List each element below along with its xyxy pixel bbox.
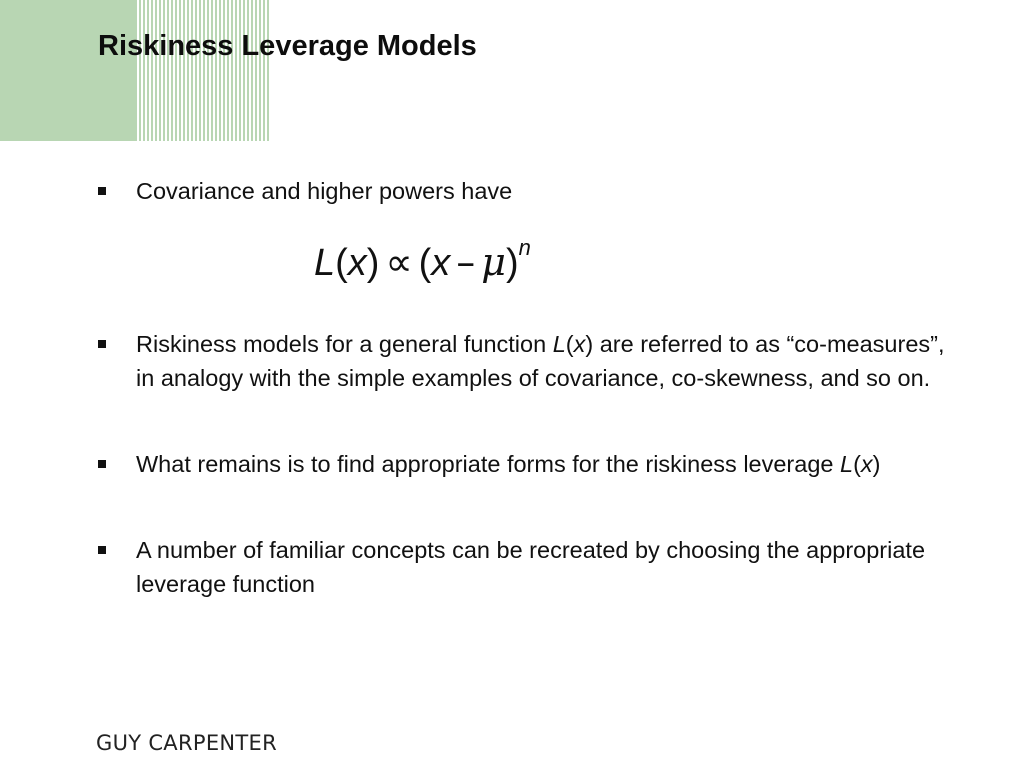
bullet-item: [98, 174, 948, 208]
bullet-item: [98, 327, 948, 395]
proportional-to-symbol: ∝: [385, 240, 413, 284]
header-decoration-stripes: [135, 0, 271, 141]
bullet-square-icon: [98, 546, 106, 554]
bullet-text: A number of familiar concepts can be recreated by choosing the appropriate leverage function: [136, 537, 926, 597]
leverage-formula: L(x) ∝ (x – μ)$^n$: [314, 235, 531, 284]
bullet-item: [98, 447, 948, 481]
bullet-text: Covariance and higher powers have: [136, 178, 513, 204]
bullet-text: Riskiness models for a general function L(x) are referred to as “co-measures”, in analogy with the simple examples of covariance, co-skewness, and so on.: [136, 331, 945, 391]
header-decoration-solid: [0, 0, 135, 141]
bullet-square-icon: [98, 340, 106, 348]
bullet-square-icon: [98, 460, 106, 468]
guy-carpenter-logo: GUY CARPENTER: [96, 731, 277, 755]
bullet-square-icon: [98, 187, 106, 195]
slide-title: Riskiness Leverage Models: [98, 30, 477, 62]
bullet-text: What remains is to find appropriate forms for the riskiness leverage L(x): [136, 451, 881, 477]
bullet-item: [98, 533, 948, 601]
